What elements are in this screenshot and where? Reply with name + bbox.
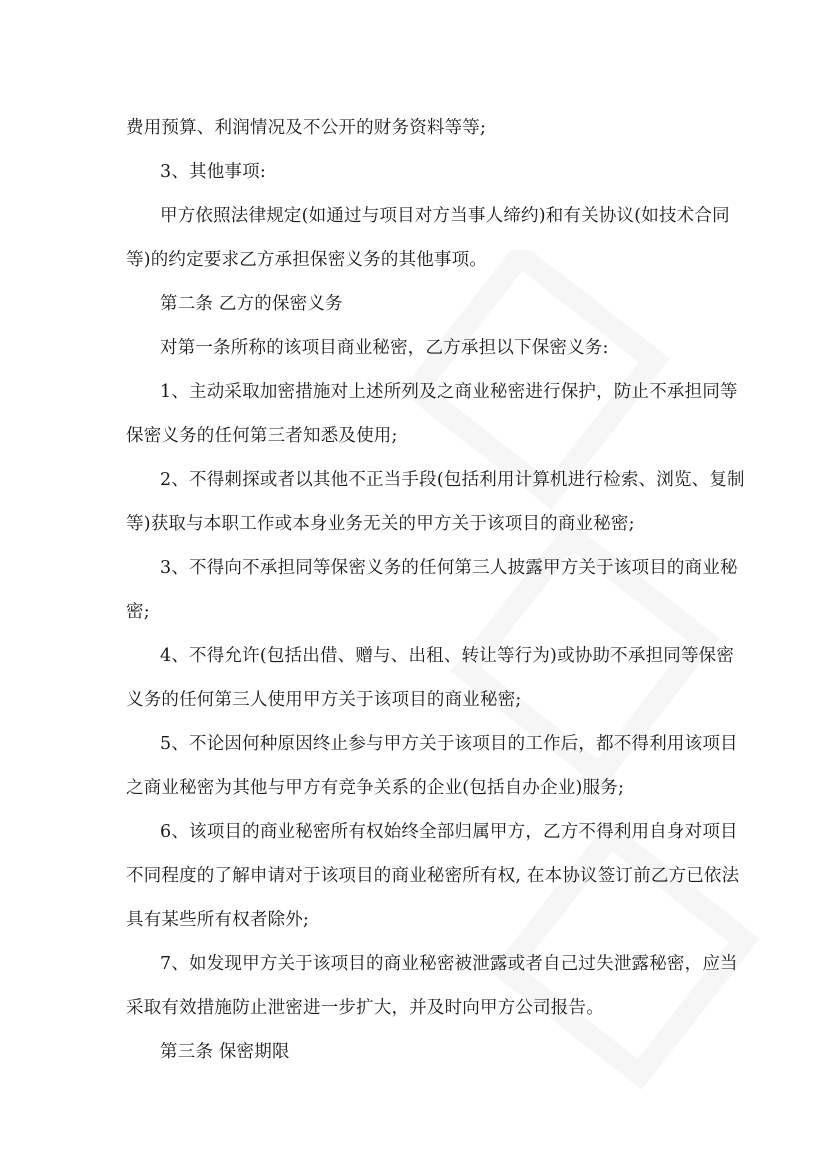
document-line: 费用预算、利润情况及不公开的财务资料等等; — [126, 118, 487, 138]
document-line: 2、不得刺探或者以其他不正当手段(包括利用计算机进行检索、浏览、复制 — [160, 470, 745, 490]
document-line: 3、其他事项: — [160, 162, 266, 182]
document-body — [126, 106, 745, 1074]
document-line: 之商业秘密为其他与甲方有竞争关系的企业(包括自办企业)服务; — [126, 778, 625, 798]
document-line: 1、主动采取加密措施对上述所列及之商业秘密进行保护，防止不承担同等 — [160, 382, 738, 402]
document-line: 义务的任何第三人使用甲方关于该项目的商业秘密; — [126, 690, 522, 710]
document-line: 等)的约定要求乙方承担保密义务的其他事项。 — [126, 250, 488, 270]
document-line: 不同程度的了解申请对于该项目的商业秘密所有权, 在本协议签订前乙方已依法 — [126, 866, 740, 886]
document-line: 甲方依照法律规定(如通过与项目对方当事人缔约)和有关协议(如技术合同 — [160, 206, 730, 226]
document-line: 4、不得允许(包括出借、赠与、出租、转让等行为)或协助不承担同等保密 — [160, 646, 735, 666]
document-line: 具有某些所有权者除外; — [126, 910, 310, 930]
document-line: 等)获取与本职工作或本身业务无关的甲方关于该项目的商业秘密; — [126, 514, 635, 534]
document-line: 密; — [126, 602, 150, 622]
document-line: 第二条 乙方的保密义务 — [160, 294, 343, 314]
document-line: 保密义务的任何第三者知悉及使用; — [126, 426, 398, 446]
document-line: 采取有效措施防止泄密进一步扩大，并及时向甲方公司报告。 — [126, 998, 604, 1018]
document-line: 7、如发现甲方关于该项目的商业秘密被泄露或者自己过失泄露秘密，应当 — [160, 954, 738, 974]
document-line: 5、不论因何种原因终止参与甲方关于该项目的工作后，都不得利用该项目 — [160, 734, 738, 754]
document-line: 第三条 保密期限 — [160, 1042, 290, 1062]
document-line: 3、不得向不承担同等保密义务的任何第三人披露甲方关于该项目的商业秘 — [160, 558, 738, 578]
document-line: 对第一条所称的该项目商业秘密，乙方承担以下保密义务: — [160, 338, 609, 358]
document-line: 6、该项目的商业秘密所有权始终全部归属甲方，乙方不得利用自身对项目 — [160, 822, 738, 842]
